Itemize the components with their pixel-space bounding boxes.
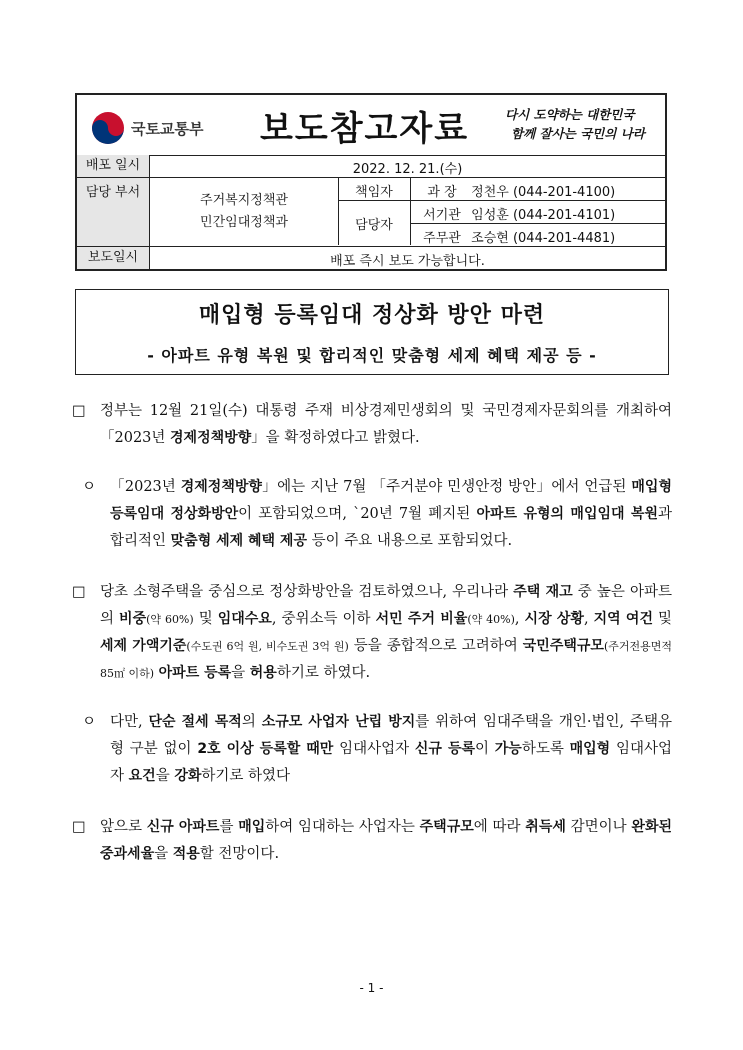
title-box — [75, 289, 669, 375]
contact-phone: (044-201-4481) — [512, 231, 616, 246]
release-label: 보도일시 — [77, 247, 150, 269]
circle-marker: ㅇ — [82, 714, 97, 730]
dept-label: 담당 부서 — [77, 178, 150, 246]
page-number: - 1 - — [359, 981, 384, 995]
contact-title: 주무관 — [423, 231, 461, 246]
dept-row — [77, 178, 665, 247]
ministry-logo — [91, 111, 203, 145]
box-marker: □ — [72, 584, 86, 600]
sub-title: - 아파트 유형 복원 및 합리적인 맞춤형 세제 혜택 제공 등 - — [147, 346, 597, 365]
header-top — [77, 95, 665, 156]
paragraph-2: □ 당초 소형주택을 중심으로 정상화방안을 검토하였으나, 우리나라 주택 재고 중 높은 아파트의 비중(약 60%) 및 임대수요, 중위소득 이하 서민 주거 비율(약 40%), 시장 상황, 지역 여건 및 세제 가액기준(수도권 6억 원, 비수도권 3억 원) 등을 종합적으로 고려하여 국민주택규모(주거전용면적 85㎡ 이하) 아파트 등록을 허용하기로 하였다. — [72, 579, 672, 687]
sub-paragraph-2: ㅇ 다만, 단순 절세 목적의 소규모 사업자 난립 방지를 위하여 임대주택을 개인·법인, 주택유형 구분 없이 2호 이상 등록할 때만 임대사업자 신규 등록이 가능하도록 매입형 임대사업자 요건을 강화하기로 하였다 — [72, 709, 672, 790]
ministry-name: 국토교통부 — [131, 119, 204, 138]
sub-paragraph-1: ㅇ 「2023년 경제정책방향」에는 지난 7월 「주거분야 민생안정 방안」에서 언급된 매입형 등록임대 정상화방안이 포함되었으며, `20년 7월 폐지된 아파트 유형의 매입임대 복원과 합리적인 맞춤형 세제 혜택 제공 등이 주요 내용으로 포함되었다. — [72, 474, 672, 555]
slogan-line2: 함께 잘사는 국민의 나라 — [511, 126, 645, 141]
contact-phone: (044-201-4101) — [512, 208, 616, 223]
dept-1: 주거복지정책관 — [200, 193, 288, 208]
paragraph-3: □ 앞으로 신규 아파트를 매입하여 임대하는 사업자는 주택규모에 따라 취득세 감면이나 완화된 중과세율을 적용할 전망이다. — [72, 814, 672, 868]
dept-2: 민간임대정책과 — [200, 215, 288, 230]
contact-name: 정천우 — [471, 185, 509, 200]
contact-row — [417, 204, 615, 223]
release-row — [77, 247, 665, 269]
press-header — [75, 93, 667, 271]
charge-label: 담당자 — [355, 218, 393, 233]
main-title: 매입형 등록임대 정상화 방안 마련 — [198, 303, 546, 328]
paragraph-1: □ 정부는 12월 21일(수) 대통령 주재 비상경제민생회의 및 국민경제자문회의를 개최하여 「2023년 경제정책방향」을 확정하였다고 밝혔다. — [72, 398, 672, 452]
contact-name: 조승현 — [471, 231, 509, 246]
dist-date: 2022. 12. 21.(수) — [352, 162, 463, 177]
contact-title: 서기관 — [423, 208, 461, 223]
dist-row — [77, 155, 665, 178]
dist-label: 배포 일시 — [77, 155, 150, 177]
contact-row — [417, 227, 615, 246]
slogan — [505, 105, 645, 143]
body-text — [72, 398, 672, 868]
dept-names — [150, 190, 338, 234]
release-text: 배포 즉시 보도 가능합니다. — [330, 254, 485, 269]
taegeuk-icon — [91, 111, 125, 145]
box-marker: □ — [72, 819, 86, 835]
resp-label: 책임자 — [355, 185, 393, 200]
box-marker: □ — [72, 403, 86, 419]
contact-phone: (044-201-4100) — [512, 185, 616, 200]
doc-type-title: 보도참고자료 — [260, 109, 470, 149]
slogan-line1: 다시 도약하는 대한민국 — [505, 107, 635, 122]
contact-name: 임성훈 — [471, 208, 509, 223]
circle-marker: ㅇ — [82, 479, 97, 495]
contact-row — [417, 181, 615, 200]
contact-title: 과 장 — [427, 185, 457, 200]
